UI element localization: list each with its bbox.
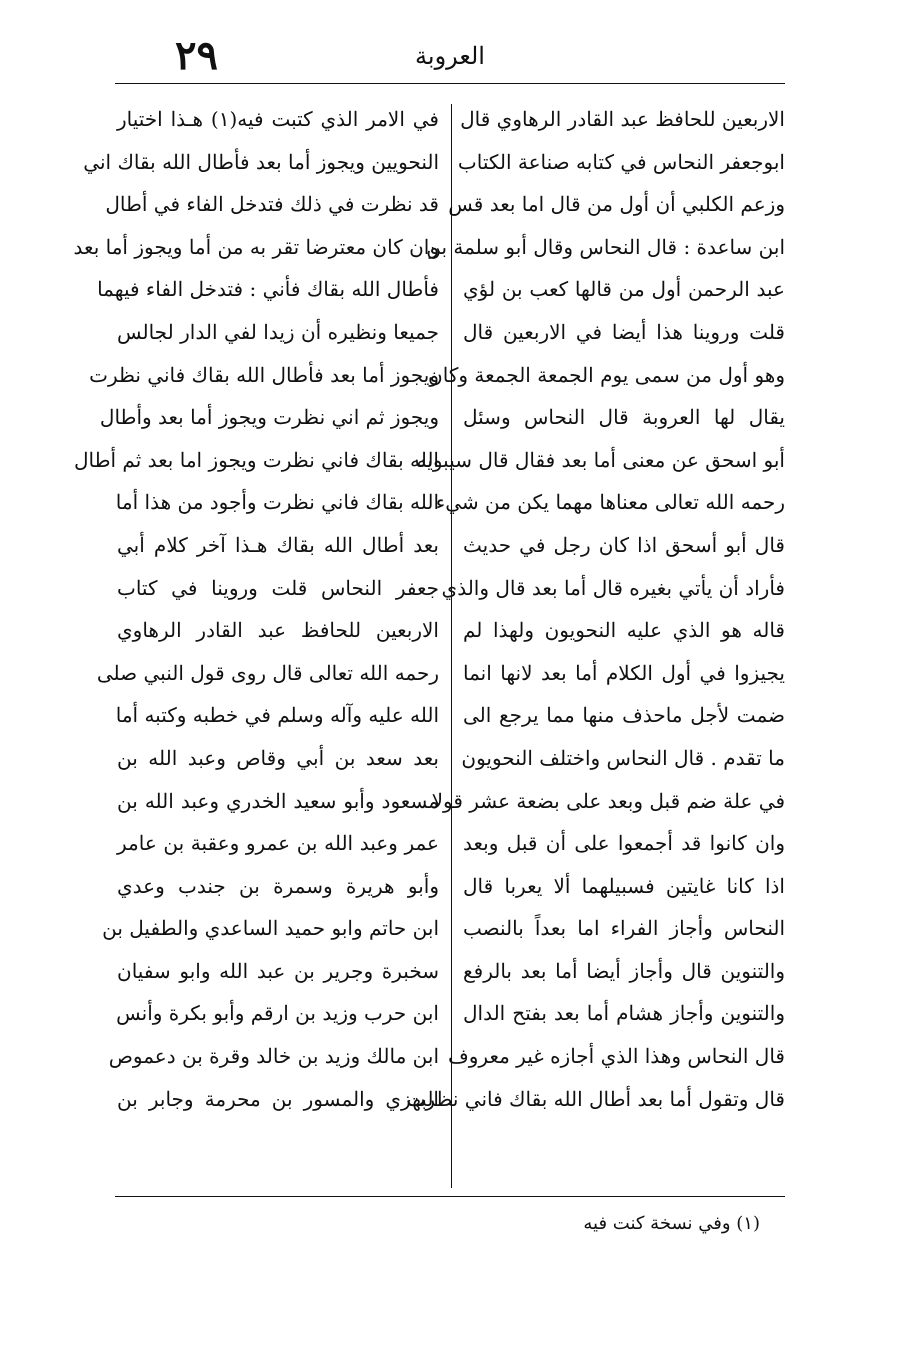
text-line: سخبرة وجرير بن عبد الله وابو سفيان: [117, 958, 439, 983]
text-line: وهو أول من سمى يوم الجمعة الجمعة وكان: [428, 362, 785, 387]
text-line: اذا كانا غايتين فسبيلهما ألا يعربا قال: [463, 873, 785, 898]
text-line: يقال لها العروبة قال النحاس وسئل: [463, 405, 785, 430]
text-line: قال وتقول أما بعد أطال الله بقاك فاني نظرت: [406, 1086, 785, 1111]
footnote-rule: [115, 1196, 785, 1197]
text-line: فأراد أن يأتي بغيره قال أما بعد قال والذي: [441, 575, 785, 600]
left-text-column: [73, 98, 439, 1120]
right-text-column: [406, 98, 785, 1120]
running-title: العروبة: [415, 42, 485, 70]
text-line: الله بقاك فاني نظرت وأجود من هذا أما: [115, 490, 439, 515]
text-line: عبد الرحمن أول من قالها كعب بن لؤي: [463, 277, 785, 302]
text-line: وزعم الكلبي أن أول من قال اما بعد قس: [448, 192, 785, 217]
text-line: رحمه الله تعالى معناها مهما يكن من شيء: [435, 490, 785, 515]
text-line: والتنوين وأجاز هشام أما بعد بفتح الدال: [463, 1001, 785, 1026]
text-line: قد نظرت في ذلك فتدخل الفاء في أطال: [105, 192, 439, 217]
page-header: [115, 30, 785, 82]
text-line: النحاس وأجاز الفراء اما بعداً بالنصب: [463, 916, 785, 941]
text-line: ضمت لأجل ماحذف منها مما يرجع الى: [463, 703, 785, 728]
text-line: ابن ساعدة : قال النحاس وقال أبو سلمة بن: [426, 234, 785, 259]
footnote: (١) وفي نسخة كنت فيه: [583, 1213, 760, 1234]
text-line: الاربعين للحافظ عبد القادر الرهاوي: [117, 618, 439, 643]
text-line: ابن حرب وزيد بن ارقم وأبو بكرة وأنس: [116, 1001, 439, 1026]
text-line: والتنوين قال وأجاز أيضا أما بعد بالرفع: [463, 958, 785, 983]
text-line: ابوجعفر النحاس في كتابه صناعة الكتاب: [457, 149, 785, 174]
text-line: ما تقدم . قال النحاس واختلف النحويون: [461, 745, 785, 770]
text-line: في الامر الذي كتبت فيه(١) هـذا اختيار: [117, 107, 439, 131]
text-line: وان كان معترضا تقر به من أما ويجوز أما بعد: [73, 234, 439, 259]
text-line: بعد سعد بن أبي وقاص وعبد الله بن: [117, 745, 439, 770]
text-line: قاله هو الذي عليه النحويون ولهذا لم: [463, 618, 785, 643]
text-line: ابن حاتم وابو حميد الساعدي والطفيل بن: [102, 916, 439, 941]
text-line: البهزي والمسور بن محرمة وجابر بن: [117, 1086, 439, 1111]
text-line: وان كانوا قد أجمعوا على أن قبل وبعد: [463, 831, 785, 856]
text-line: النحويين ويجوز أما بعد فأطال الله بقاك اني: [83, 149, 439, 174]
text-line: الله بقاك فاني نظرت ويجوز اما بعد ثم أطال: [73, 447, 439, 472]
text-line: جعفر النحاس قلت وروينا في كتاب: [117, 575, 439, 600]
text-line: ابن مالك وزيد بن خالد وقرة بن دعموص: [108, 1044, 439, 1069]
text-line: قلت وروينا هذا أيضا في الاربعين قال: [463, 319, 785, 344]
text-line: ويجوز ثم اني نظرت ويجوز أما بعد وأطال: [99, 405, 439, 430]
text-line: يجيزوا في أول الكلام أما بعد لانها انما: [463, 660, 785, 685]
text-line: وأبو هريرة وسمرة بن جندب وعدي: [117, 873, 439, 898]
text-line: فأطال الله بقاك فأني : فتدخل الفاء فيهما: [97, 277, 439, 302]
page-number: ٢٩: [175, 32, 218, 79]
text-line: قال أبو أسحق اذا كان رجل في حديث: [463, 532, 785, 557]
text-line: مسعود وأبو سعيد الخدري وعبد الله بن: [117, 788, 439, 813]
text-line: جميعا ونظيره أن زيدا لفي الدار لجالس: [117, 319, 439, 344]
column-divider: [451, 104, 452, 1188]
text-line: في علة ضم قبل وبعد على بضعة عشر قولا: [431, 788, 785, 813]
text-line: الله عليه وآله وسلم في خطبه وكتبه أما: [115, 703, 439, 728]
text-line: عمر وعبد الله بن عمرو وعقبة بن عامر: [117, 831, 439, 856]
text-line: أبو اسحق عن معنى أما بعد فقال قال سيبويه: [416, 447, 785, 472]
text-line: قال النحاس وهذا الذي أجازه غير معروف: [448, 1044, 785, 1069]
text-line: الاربعين للحافظ عبد القادر الرهاوي قال: [460, 107, 785, 131]
text-line: ويجوز أما بعد فأطال الله بقاك فاني نظرت: [89, 362, 439, 387]
text-line: بعد أطال الله بقاك هـذا آخر كلام أبي: [117, 532, 439, 557]
header-rule: [115, 83, 785, 84]
text-line: رحمه الله تعالى قال روى قول النبي صلى: [96, 660, 439, 685]
